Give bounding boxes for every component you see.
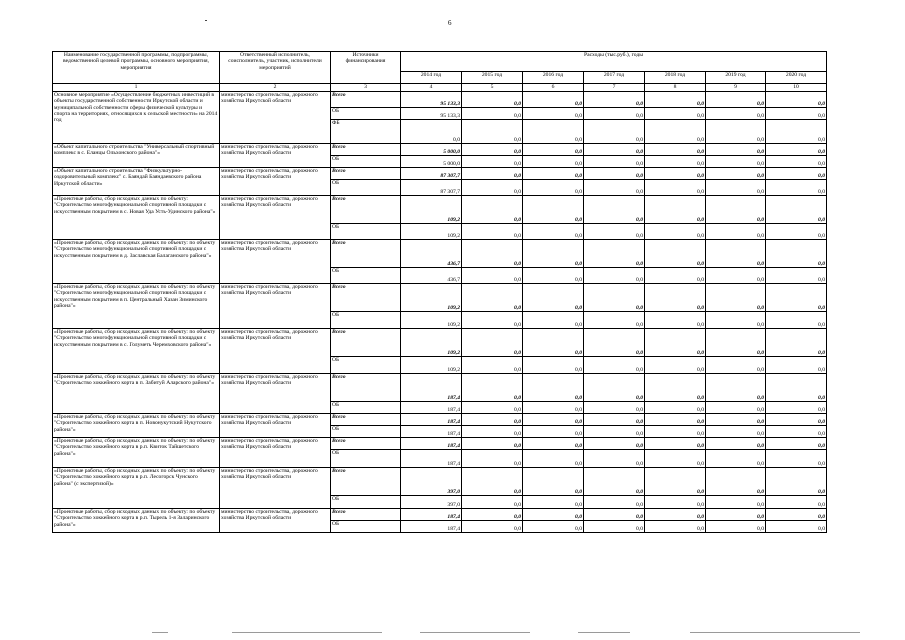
expense-value: 0,0	[706, 92, 766, 108]
expense-value: 397,0	[401, 468, 462, 496]
expense-value: 0,0	[706, 357, 766, 374]
program-name: «Проектные работы, сбор исходных данных по объекту: по объекту "Строительство многофункциональной спортивной площадки с искусственным покрытием в с. Голуметь Черемховского района"»	[53, 329, 220, 374]
table-row	[53, 196, 827, 224]
expense-value: 0,0	[766, 312, 827, 329]
header-year: 2019 год	[706, 72, 766, 84]
executor: министерство строительства, дорожного хозяйства Иркутской области	[220, 240, 331, 284]
expense-value: 0,0	[584, 144, 645, 156]
header-year: 2018 год	[645, 72, 706, 84]
expense-value: 0,0	[706, 268, 766, 284]
expense-value: 0,0	[706, 284, 766, 312]
expense-value: 109,2	[401, 196, 462, 224]
expense-value: 0,0	[766, 450, 827, 468]
expense-value: 0,0	[645, 240, 706, 268]
expense-value: 0,0	[462, 196, 523, 224]
expense-value: 0,0	[766, 426, 827, 438]
header-name: Наименование государственной программы, подпрограммы, ведомственной целевой программы, основного мероприятия, мероприятия	[53, 52, 220, 84]
expense-value: 0,0	[766, 402, 827, 414]
funding-source: Всего	[331, 196, 401, 224]
expense-value: 0,0	[584, 496, 645, 509]
table-row	[53, 509, 827, 521]
expense-value: 0,0	[584, 180, 645, 196]
expense-value: 0,0	[462, 268, 523, 284]
expense-value: 0,0	[645, 438, 706, 450]
executor: министерство строительства, дорожного хозяйства Иркутской области	[220, 438, 331, 468]
executor: министерство строительства, дорожного хозяйства Иркутской области	[220, 329, 331, 374]
funding-source: ОБ	[331, 426, 401, 438]
expense-value: 0,0	[645, 180, 706, 196]
expense-value: 0,0	[766, 240, 827, 268]
expense-value: 95 133,3	[401, 108, 462, 120]
funding-source: ФБ	[331, 120, 401, 144]
scan-dot	[205, 20, 207, 21]
expense-value: 0,0	[584, 438, 645, 450]
expense-value: 0,0	[766, 180, 827, 196]
expense-value: 0,0	[462, 156, 523, 168]
expense-value: 0,0	[523, 450, 584, 468]
expense-value: 0,0	[766, 357, 827, 374]
expense-value: 0,0	[706, 374, 766, 402]
executor: министерство строительства, дорожного хозяйства Иркутской области	[220, 168, 331, 196]
expense-value: 0,0	[523, 414, 584, 426]
expense-value: 187,4	[401, 438, 462, 450]
expense-value: 0,0	[706, 521, 766, 533]
header-column-number: 2	[220, 84, 331, 92]
expense-value: 0,0	[462, 144, 523, 156]
expense-value: 0,0	[462, 438, 523, 450]
expense-value: 5 000,0	[401, 156, 462, 168]
expense-value: 0,0	[645, 284, 706, 312]
header-column-number: 1	[53, 84, 220, 92]
expense-value: 0,0	[706, 108, 766, 120]
header-year: 2014 год	[401, 72, 462, 84]
expense-value: 0,0	[584, 196, 645, 224]
header-sources: Источники финансирования	[331, 52, 401, 84]
expense-value: 0,0	[401, 120, 462, 144]
expense-value: 0,0	[766, 509, 827, 521]
scan-mark	[578, 632, 630, 633]
executor: министерство строительства, дорожного хозяйства Иркутской области	[220, 374, 331, 414]
expense-value: 0,0	[523, 402, 584, 414]
expense-value: 0,0	[584, 224, 645, 240]
expense-value: 109,2	[401, 329, 462, 357]
expense-value: 0,0	[645, 509, 706, 521]
expense-value: 0,0	[645, 521, 706, 533]
expense-value: 0,0	[584, 357, 645, 374]
expense-value: 0,0	[523, 156, 584, 168]
funding-source: Всего	[331, 92, 401, 108]
expense-value: 0,0	[523, 496, 584, 509]
expense-value: 0,0	[766, 156, 827, 168]
header-year: 2015 год	[462, 72, 523, 84]
expense-value: 0,0	[523, 144, 584, 156]
expense-value: 0,0	[645, 414, 706, 426]
expense-value: 87 307,7	[401, 168, 462, 180]
expense-value: 0,0	[584, 509, 645, 521]
header-executor: Ответственный исполнитель, соисполнитель, участник, исполнители мероприятий	[220, 52, 331, 84]
expense-value: 0,0	[523, 92, 584, 108]
expense-value: 0,0	[462, 426, 523, 438]
expense-value: 0,0	[766, 92, 827, 108]
expense-value: 0,0	[706, 240, 766, 268]
expense-value: 0,0	[584, 468, 645, 496]
expense-value: 0,0	[523, 374, 584, 402]
expense-value: 0,0	[584, 312, 645, 329]
funding-source: ОБ	[331, 521, 401, 533]
expense-value: 0,0	[462, 509, 523, 521]
expense-value: 0,0	[462, 312, 523, 329]
expense-value: 0,0	[584, 374, 645, 402]
expense-value: 0,0	[462, 496, 523, 509]
expense-value: 0,0	[706, 438, 766, 450]
program-name: «Проектные работы, сбор исходных данных по объекту: по объекту "Строительство хоккейного корта в р.п. Лесогорск Чунского района" (с экспертизой)»	[53, 468, 220, 509]
program-name: «Проектные работы, сбор исходных данных по объекту: по объекту "Строительство многофункциональной спортивной площадки с искусственным покрытием в д. Заславская Балаганского района"»	[53, 240, 220, 284]
expense-value: 0,0	[523, 329, 584, 357]
expense-value: 0,0	[523, 224, 584, 240]
scan-mark	[420, 632, 530, 633]
expense-value: 0,0	[706, 312, 766, 329]
expense-value: 0,0	[706, 414, 766, 426]
expense-value: 109,2	[401, 224, 462, 240]
expense-value: 0,0	[523, 521, 584, 533]
expense-value: 0,0	[523, 438, 584, 450]
expense-value: 187,4	[401, 426, 462, 438]
expense-value: 0,0	[462, 374, 523, 402]
expense-value: 0,0	[706, 168, 766, 180]
expense-value: 0,0	[766, 284, 827, 312]
expense-value: 0,0	[645, 108, 706, 120]
expense-value: 0,0	[766, 521, 827, 533]
expense-value: 0,0	[645, 374, 706, 402]
expense-value: 0,0	[766, 268, 827, 284]
table-row	[53, 240, 827, 268]
expense-value: 0,0	[766, 438, 827, 450]
expense-value: 0,0	[523, 240, 584, 268]
expense-value: 0,0	[706, 509, 766, 521]
program-name: «Проектные работы, сбор исходных данных по объекту: по объекту "Строительство многофункциональной спортивной площадки с искусственным покрытием в п. Центральный Хазан Зиминского района"»	[53, 284, 220, 329]
expense-value: 0,0	[645, 329, 706, 357]
expense-value: 0,0	[645, 357, 706, 374]
table-row	[53, 92, 827, 108]
program-name: «Проектные работы, сбор исходных данных по объекту: по объекту "Строительство хоккейного корта в п. Новонукутский Нукутского района"»	[53, 414, 220, 438]
expense-value: 0,0	[523, 168, 584, 180]
expense-value: 0,0	[706, 144, 766, 156]
funding-source: Всего	[331, 168, 401, 180]
expense-value: 0,0	[645, 156, 706, 168]
table-row	[53, 144, 827, 156]
expense-value: 0,0	[766, 196, 827, 224]
funding-source: ОБ	[331, 156, 401, 168]
funding-source: ОБ	[331, 450, 401, 468]
table-row	[53, 468, 827, 496]
expense-value: 187,4	[401, 374, 462, 402]
expense-value: 0,0	[766, 224, 827, 240]
header-year: 2020 год	[766, 72, 827, 84]
expense-value: 0,0	[462, 329, 523, 357]
expense-value: 187,4	[401, 509, 462, 521]
expense-value: 0,0	[584, 426, 645, 438]
expense-value: 187,4	[401, 450, 462, 468]
expense-value: 0,0	[462, 240, 523, 268]
expense-value: 0,0	[706, 180, 766, 196]
expense-value: 0,0	[584, 108, 645, 120]
table-row	[53, 374, 827, 402]
expense-value: 0,0	[766, 144, 827, 156]
header-column-number: 3	[331, 84, 401, 92]
expense-value: 0,0	[523, 284, 584, 312]
funding-source: Всего	[331, 414, 401, 426]
expense-value: 0,0	[706, 196, 766, 224]
expense-value: 0,0	[766, 168, 827, 180]
expense-value: 0,0	[462, 450, 523, 468]
expense-value: 0,0	[523, 196, 584, 224]
expense-value: 0,0	[584, 168, 645, 180]
expense-value: 0,0	[523, 268, 584, 284]
expense-value: 0,0	[584, 240, 645, 268]
expense-value: 0,0	[462, 468, 523, 496]
header-year: 2017 год	[584, 72, 645, 84]
expense-value: 0,0	[584, 414, 645, 426]
expense-value: 0,0	[645, 224, 706, 240]
expense-value: 0,0	[766, 108, 827, 120]
expense-value: 0,0	[706, 156, 766, 168]
expense-value: 0,0	[462, 224, 523, 240]
expense-value: 0,0	[766, 329, 827, 357]
funding-source: ОБ	[331, 402, 401, 414]
funding-source: Всего	[331, 438, 401, 450]
expense-value: 0,0	[706, 120, 766, 144]
expense-value: 0,0	[523, 426, 584, 438]
funding-source: Всего	[331, 509, 401, 521]
expense-value: 0,0	[706, 496, 766, 509]
expense-value: 0,0	[766, 374, 827, 402]
funding-source: ОБ	[331, 108, 401, 120]
expenses-table	[52, 51, 827, 533]
expense-value: 0,0	[706, 402, 766, 414]
header-column-number: 10	[766, 84, 827, 92]
funding-source: Всего	[331, 240, 401, 268]
expense-value: 187,4	[401, 414, 462, 426]
executor: министерство строительства, дорожного хозяйства Иркутской области	[220, 92, 331, 144]
expense-value: 0,0	[584, 268, 645, 284]
executor: министерство строительства, дорожного хозяйства Иркутской области	[220, 509, 331, 533]
expense-value: 0,0	[645, 426, 706, 438]
expense-value: 0,0	[462, 521, 523, 533]
scan-mark	[152, 632, 168, 633]
expense-value: 0,0	[523, 357, 584, 374]
expense-value: 0,0	[645, 312, 706, 329]
expense-value: 0,0	[523, 108, 584, 120]
funding-source: ОБ	[331, 268, 401, 284]
program-name: Основное мероприятие «Осуществление бюджетных инвестиций в объекты государственной собственности Иркутской области и муниципальной собственности сферы физической культуры и спорта на территориях, относящихся к сельской местности» на 2014 год	[53, 92, 220, 144]
header-expenses: Расходы (тыс.руб.), годы	[401, 52, 827, 72]
scan-mark	[232, 632, 382, 633]
program-name: «Проектные работы, сбор исходных данных по объекту: по объекту "Строительство хоккейного корта в п. Забитуй Аларского района"»	[53, 374, 220, 414]
expense-value: 0,0	[462, 402, 523, 414]
funding-source: ОБ	[331, 312, 401, 329]
expense-value: 109,2	[401, 312, 462, 329]
table-row	[53, 329, 827, 357]
expense-value: 0,0	[584, 521, 645, 533]
expense-value: 436,7	[401, 240, 462, 268]
expense-value: 0,0	[645, 120, 706, 144]
funding-source: Всего	[331, 144, 401, 156]
expense-value: 0,0	[645, 268, 706, 284]
expense-value: 187,4	[401, 402, 462, 414]
expense-value: 109,2	[401, 357, 462, 374]
scan-mark	[690, 632, 860, 633]
expense-value: 0,0	[706, 450, 766, 468]
table-row	[53, 438, 827, 450]
expense-value: 0,0	[706, 468, 766, 496]
expense-value: 397,0	[401, 496, 462, 509]
expense-value: 0,0	[706, 329, 766, 357]
expense-value: 0,0	[645, 402, 706, 414]
expense-value: 109,2	[401, 284, 462, 312]
expense-value: 0,0	[462, 92, 523, 108]
expense-value: 0,0	[645, 450, 706, 468]
expense-value: 0,0	[523, 180, 584, 196]
expense-value: 0,0	[462, 120, 523, 144]
header-column-number: 9	[706, 84, 766, 92]
table-row	[53, 284, 827, 312]
header-column-number: 6	[523, 84, 584, 92]
program-name: «Объект капитального строительства "Физкультурно-оздоровительный комплекс" с. Баяндай Баяндаевского района Иркутской области»	[53, 168, 220, 196]
expense-value: 0,0	[645, 92, 706, 108]
funding-source: ОБ	[331, 496, 401, 509]
expense-value: 0,0	[462, 414, 523, 426]
table-row	[53, 414, 827, 426]
table-row	[53, 168, 827, 180]
program-name: «Проектные работы, сбор исходных данных по объекту: по объекту "Строительство хоккейного корта в р.п. Квиток Тайшетского района"»	[53, 438, 220, 468]
expense-value: 0,0	[584, 156, 645, 168]
executor: министерство строительства, дорожного хозяйства Иркутской области	[220, 284, 331, 329]
expense-value: 0,0	[766, 468, 827, 496]
page-number: 6	[448, 19, 452, 27]
expense-value: 0,0	[706, 224, 766, 240]
expense-value: 0,0	[584, 450, 645, 468]
header-column-number: 5	[462, 84, 523, 92]
expense-value: 0,0	[462, 284, 523, 312]
expense-value: 436,7	[401, 268, 462, 284]
executor: министерство строительства, дорожного хозяйства Иркутской области	[220, 414, 331, 438]
expense-value: 0,0	[645, 468, 706, 496]
expense-value: 0,0	[706, 426, 766, 438]
funding-source: ОБ	[331, 224, 401, 240]
expense-value: 0,0	[645, 144, 706, 156]
header-year: 2016 год	[523, 72, 584, 84]
header-column-number: 4	[401, 84, 462, 92]
header-column-number: 8	[645, 84, 706, 92]
expense-value: 0,0	[766, 496, 827, 509]
executor: министерство строительства, дорожного хозяйства Иркутской области	[220, 196, 331, 240]
expense-value: 0,0	[645, 496, 706, 509]
expense-value: 0,0	[523, 312, 584, 329]
expense-value: 0,0	[584, 92, 645, 108]
funding-source: ОБ	[331, 180, 401, 196]
expense-value: 0,0	[523, 120, 584, 144]
expense-value: 0,0	[766, 414, 827, 426]
expense-value: 0,0	[584, 329, 645, 357]
expense-value: 187,4	[401, 521, 462, 533]
expense-value: 0,0	[462, 168, 523, 180]
executor: министерство строительства, дорожного хозяйства Иркутской области	[220, 468, 331, 509]
program-name: «Объект капитального строительства "Универсальный спортивный комплекс в с. Еланцы Ольхонского района"»	[53, 144, 220, 168]
expense-value: 0,0	[523, 509, 584, 521]
expense-value: 0,0	[584, 284, 645, 312]
expense-value: 0,0	[462, 357, 523, 374]
expense-value: 87 307,7	[401, 180, 462, 196]
expense-value: 0,0	[462, 180, 523, 196]
expense-value: 0,0	[645, 196, 706, 224]
expense-value: 5 000,0	[401, 144, 462, 156]
program-name: «Проектные работы, сбор исходных данных по объекту: "Строительство многофункциональной спортивной площадки с искусственным покрытием в с. Новая Уда Усть-Удинского района"»	[53, 196, 220, 240]
expense-value: 0,0	[584, 120, 645, 144]
expense-value: 0,0	[766, 120, 827, 144]
expense-value: 95 133,3	[401, 92, 462, 108]
funding-source: ОБ	[331, 357, 401, 374]
expense-value: 0,0	[645, 168, 706, 180]
header-column-number: 7	[584, 84, 645, 92]
executor: министерство строительства, дорожного хозяйства Иркутской области	[220, 144, 331, 168]
expense-value: 0,0	[462, 108, 523, 120]
expense-value: 0,0	[523, 468, 584, 496]
program-name: «Проектные работы, сбор исходных данных по объекту: по объекту "Строительство хоккейного корта в р.п. Тырель 1-я Заларинского района"»	[53, 509, 220, 533]
funding-source: Всего	[331, 284, 401, 312]
expense-value: 0,0	[584, 402, 645, 414]
funding-source: Всего	[331, 468, 401, 496]
funding-source: Всего	[331, 374, 401, 402]
funding-source: Всего	[331, 329, 401, 357]
